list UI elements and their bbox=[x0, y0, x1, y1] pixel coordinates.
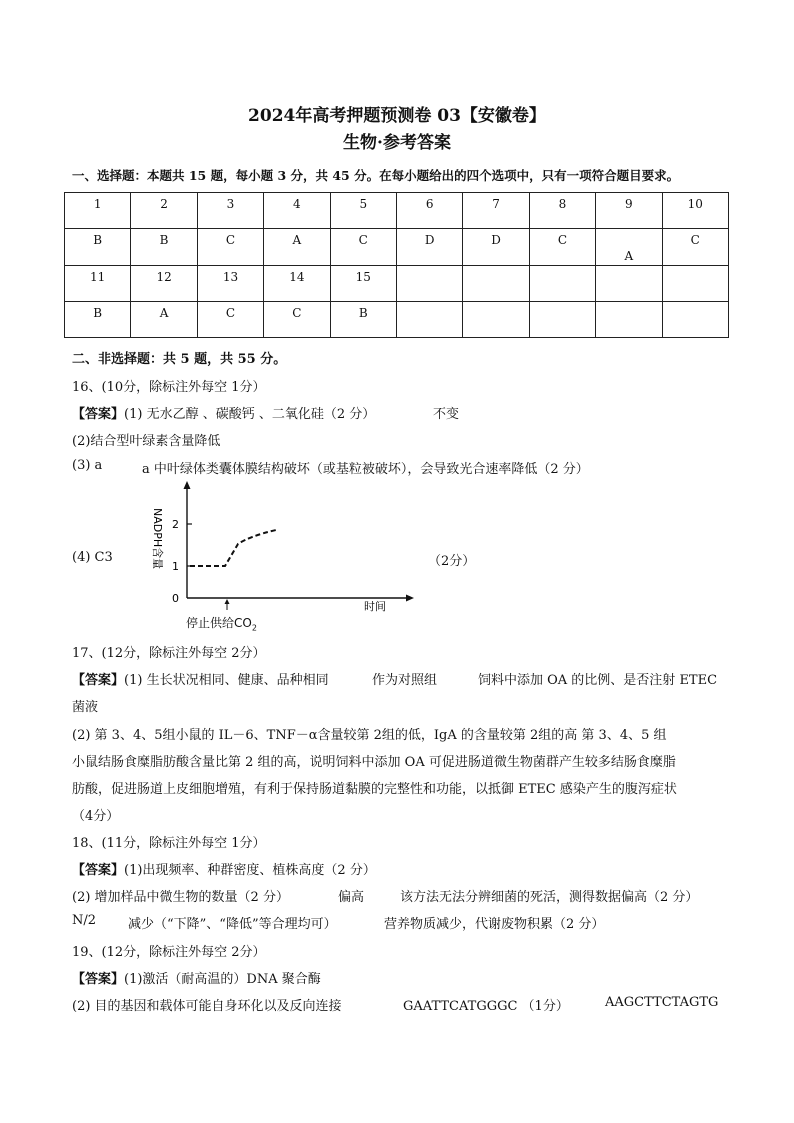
table-cell: C bbox=[264, 302, 330, 338]
answer-label: 【答案】 bbox=[72, 407, 125, 422]
table-cell bbox=[662, 266, 728, 302]
answer-label: 【答案】 bbox=[72, 972, 125, 987]
q17-answer-2-line2: 小鼠结肠食糜脂肪酸含量比第 2 组的高，说明饲料中添加 OA 可促进肠道微生物菌群产生较多结肠食糜脂 bbox=[72, 755, 676, 770]
y-tick-label: 0 bbox=[172, 592, 179, 605]
nadph-curve bbox=[190, 530, 276, 566]
table-cell: D bbox=[396, 229, 462, 266]
table-cell: 11 bbox=[65, 266, 131, 302]
stop-co2-text: 停止供给CO bbox=[186, 616, 252, 630]
q18-answer-2c: 该方法无法分辨细菌的死活，测得数据偏高（2 分） bbox=[400, 890, 699, 905]
table-cell: 14 bbox=[264, 266, 330, 302]
q18-header: 18、(11分，除标注外每空 1分） bbox=[72, 836, 266, 851]
table-cell: 3 bbox=[197, 193, 263, 229]
x-axis-arrow bbox=[406, 595, 414, 602]
stop-co2-label bbox=[186, 614, 257, 632]
table-cell: C bbox=[529, 229, 595, 266]
table-cell: 4 bbox=[264, 193, 330, 229]
table-cell: 10 bbox=[662, 193, 728, 229]
table-cell: B bbox=[131, 229, 197, 266]
q16-answer-1 bbox=[72, 403, 375, 422]
table-row bbox=[65, 302, 729, 338]
section1-heading: 一、选择题：本题共 15 题，每小题 3 分，共 45 分。在每小题给出的四个选项中，只有一项符合题目要求。 bbox=[72, 168, 680, 183]
y-axis-arrow bbox=[184, 481, 191, 489]
table-cell: C bbox=[197, 229, 263, 266]
q18-answer-2: (2) 增加样品中微生物的数量（2 分） bbox=[72, 890, 289, 905]
q16-answer-2: (2)结合型叶绿素含量降低 bbox=[72, 434, 221, 449]
answer-text: (1) 生长状况相同、健康、品种相同 bbox=[124, 673, 329, 688]
table-cell: D bbox=[463, 229, 529, 266]
table-cell bbox=[529, 302, 595, 338]
x-axis-label: 时间 bbox=[364, 600, 386, 613]
table-cell bbox=[529, 266, 595, 302]
table-cell: B bbox=[65, 229, 131, 266]
table-cell bbox=[596, 302, 662, 338]
q18-answer-3c: 营养物质减少，代谢废物积累（2 分） bbox=[384, 917, 605, 932]
table-cell: C bbox=[330, 229, 396, 266]
table-cell: 13 bbox=[197, 266, 263, 302]
answer-text: (1) 无水乙醇 、碳酸钙 、二氧化硅（2 分） bbox=[124, 407, 376, 422]
q17-answer-1 bbox=[72, 669, 329, 688]
stop-co2-arrowhead bbox=[225, 599, 230, 604]
q16-answer-4-label: (4) C3 bbox=[72, 550, 113, 565]
y-tick-label: 1 bbox=[172, 560, 179, 573]
section2-heading: 二、非选择题：共 5 题，共 55 分。 bbox=[72, 352, 287, 367]
table-cell: 15 bbox=[330, 266, 396, 302]
table-cell: 1 bbox=[65, 193, 131, 229]
q19-header: 19、(12分，除标注外每空 2分） bbox=[72, 945, 266, 960]
q17-answer-1b: 作为对照组 bbox=[372, 673, 438, 688]
nadph-graph bbox=[150, 478, 420, 618]
answer-label: 【答案】 bbox=[72, 863, 125, 878]
q18-answer-3a: N/2 bbox=[72, 913, 97, 928]
q17-header: 17、(12分，除标注外每空 2分） bbox=[72, 646, 266, 661]
table-row bbox=[65, 266, 729, 302]
table-cell bbox=[596, 266, 662, 302]
table-cell: B bbox=[65, 302, 131, 338]
table-cell: 8 bbox=[529, 193, 595, 229]
q18-answer-1 bbox=[72, 859, 376, 878]
answer-text: (1)激活（耐高温的）DNA 聚合酶 bbox=[124, 972, 321, 987]
table-cell: C bbox=[197, 302, 263, 338]
y-axis-label: NADPH含量 bbox=[151, 508, 164, 570]
table-cell: B bbox=[330, 302, 396, 338]
q18-answer-2b: 偏高 bbox=[338, 890, 365, 905]
y-tick-label: 2 bbox=[172, 518, 179, 531]
q19-answer-1 bbox=[72, 968, 321, 987]
q16-header: 16、(10分，除标注外每空 1分） bbox=[72, 380, 266, 395]
table-cell: 12 bbox=[131, 266, 197, 302]
q17-answer-1c: 饲料中添加 OA 的比例、是否注射 ETEC bbox=[478, 673, 718, 688]
table-cell: 5 bbox=[330, 193, 396, 229]
answer-text: (1)出现频率、种群密度、植株高度（2 分） bbox=[124, 863, 376, 878]
stop-co2-subscript: 2 bbox=[251, 623, 257, 633]
table-cell bbox=[662, 302, 728, 338]
table-row bbox=[65, 229, 729, 266]
table-cell bbox=[396, 302, 462, 338]
table-cell: 9 bbox=[596, 193, 662, 229]
table-cell bbox=[463, 302, 529, 338]
table-cell: 6 bbox=[396, 193, 462, 229]
q19-answer-2b: GAATTCATGGGC （1分） bbox=[403, 999, 569, 1014]
q19-answer-2c: AAGCTTCTAGTG bbox=[605, 995, 719, 1010]
table-cell: A bbox=[264, 229, 330, 266]
answer-label: 【答案】 bbox=[72, 673, 125, 688]
q19-answer-2: (2) 目的基因和载体可能自身环化以及反向连接 bbox=[72, 999, 342, 1014]
page-subtitle: 生物·参考答案 bbox=[343, 133, 451, 153]
table-cell bbox=[396, 266, 462, 302]
answer-table bbox=[64, 192, 729, 338]
table-cell: A bbox=[131, 302, 197, 338]
table-cell: 2 bbox=[131, 193, 197, 229]
table-cell: A bbox=[596, 229, 662, 266]
q17-answer-2-line1: (2) 第 3、4、5组小鼠的 IL－6、TNF－α含量较第 2组的低，IgA 的含量较第 2组的高 第 3、4、5 组 bbox=[72, 728, 667, 743]
table-cell: 7 bbox=[463, 193, 529, 229]
q17-answer-2-line3: 肪酸，促进肠道上皮细胞增殖，有利于保持肠道黏膜的完整性和功能，以抵御 ETEC 感染产生的腹泻症状 bbox=[72, 782, 677, 797]
q16-answer-1b: 不变 bbox=[433, 407, 460, 422]
table-cell bbox=[463, 266, 529, 302]
page-title: 2024年高考押题预测卷 03【安徽卷】 bbox=[248, 106, 546, 126]
table-cell: C bbox=[662, 229, 728, 266]
q16-answer-4-score: （2分） bbox=[428, 554, 476, 569]
q18-answer-3b: 减少（“下降”、“降低”等合理均可） bbox=[128, 917, 337, 932]
table-row bbox=[65, 193, 729, 229]
q16-answer-3-label: (3) a bbox=[72, 458, 103, 473]
q16-answer-3-text: a 中叶绿体类囊体膜结构破坏（或基粒被破坏），会导致光合速率降低（2 分） bbox=[142, 462, 589, 477]
q17-answer-1d: 菌液 bbox=[72, 700, 99, 715]
q17-answer-2-line4: （4分） bbox=[72, 809, 120, 824]
